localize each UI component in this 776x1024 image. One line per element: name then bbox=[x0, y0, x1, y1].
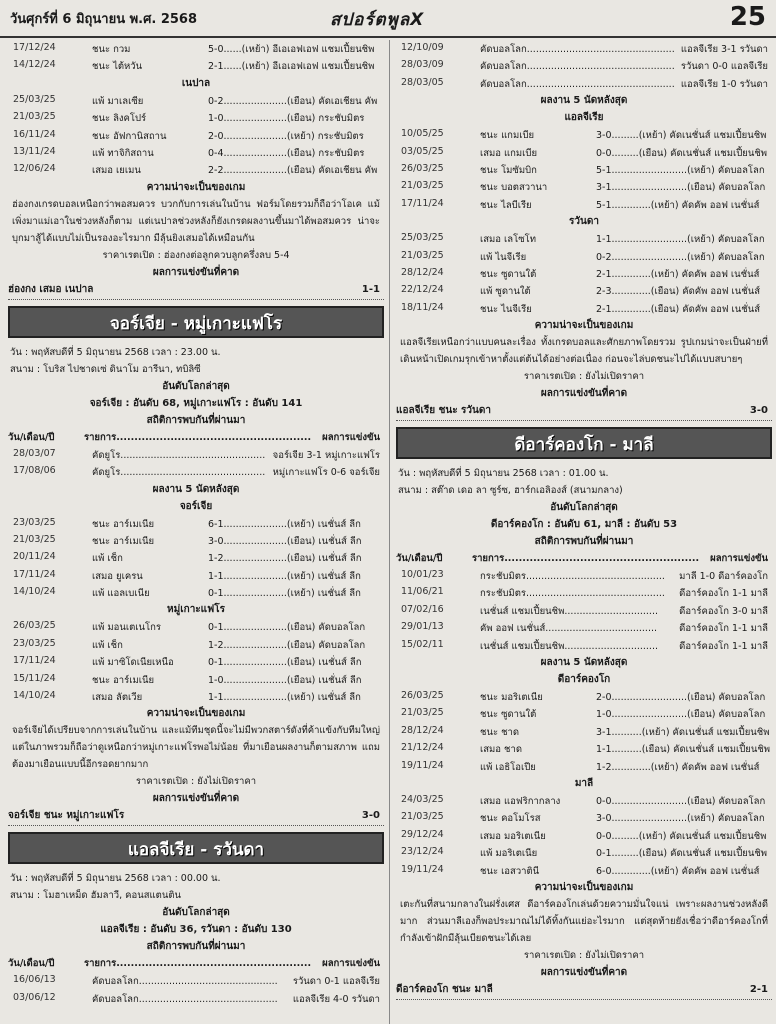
ranking-text: ดีอาร์คองโก : อันดับ 61, มาลี : อันดับ 53 bbox=[490, 519, 678, 531]
result-row bbox=[396, 688, 772, 705]
score-detail: 1-2.....................(เยือน) เนชั่นส์ ลีก bbox=[208, 553, 362, 565]
score-detail: 0-4.....................(เยือน) กระชับมิตร bbox=[208, 147, 365, 159]
score-detail: 6-1.....................(เหย้า) เนชั่นส์ ลีก bbox=[208, 518, 361, 530]
score-detail: 2-1......(เหย้า) อีเอเอฟเอฟ แชมเปี้ยนชิพ bbox=[208, 61, 375, 73]
result-opponent: เสมอ แอฟริกากลาง bbox=[480, 795, 561, 807]
match-date: 21/03/25 bbox=[401, 180, 444, 192]
result-opponent: เสมอ ยูเครน bbox=[92, 570, 143, 582]
result-opponent: ชนะ ซูดานใต้ bbox=[480, 268, 537, 280]
h2h-header: วัน/เดือน/ปี รายการ...................................................... ผลการแข่งขัน bbox=[396, 553, 768, 565]
score-detail: 1-2.....................(เยือน) คัดบอลโลก bbox=[208, 639, 366, 651]
match-date: 17/08/06 bbox=[13, 465, 56, 477]
score-detail: 2-1.............(เยือน) คัดคัพ ออฟ เนชั่นส์ bbox=[596, 303, 761, 315]
result-row bbox=[8, 515, 384, 532]
competition: คัดบอลโลก................................................. bbox=[480, 61, 675, 73]
match-date: 28/03/07 bbox=[13, 447, 56, 459]
competition: คัดยูโร................................................ bbox=[92, 467, 266, 479]
prediction-line: แอลจีเรีย ชนะ รวันดา 3-0 bbox=[396, 402, 772, 421]
score-detail: 2-0.....................(เหย้า) กระชับมิตร bbox=[208, 130, 364, 142]
h2h-title: สถิติการพบกันที่ผ่านมา bbox=[534, 536, 634, 548]
result-opponent: ชนะ ไต้หวัน bbox=[92, 61, 143, 73]
result-row bbox=[8, 92, 384, 109]
score-detail: 1-0.........................(เยือน) คัดบอลโลก bbox=[596, 709, 766, 721]
result-row bbox=[8, 532, 384, 549]
result-row bbox=[396, 248, 772, 265]
match-date: 21/12/24 bbox=[401, 742, 444, 754]
result-row bbox=[8, 161, 384, 178]
predicted-score: 3-0 bbox=[749, 405, 768, 417]
h2h-row bbox=[396, 40, 772, 57]
h2h-title: สถิติการพบกันที่ผ่านมา bbox=[146, 941, 246, 953]
match-date: 12/06/24 bbox=[13, 163, 56, 175]
prob-title: ความน่าจะเป็นของเกม bbox=[146, 708, 246, 720]
result-opponent: แพ้ ไนจีเรีย bbox=[480, 251, 527, 263]
score-detail: 3-0.........................(เหย้า) คัดบอลโลก bbox=[596, 813, 765, 825]
ranking-text: แอลจีเรีย : อันดับ 36, รวันดา : อันดับ 130 bbox=[100, 924, 292, 936]
result-opponent: แพ้ มาซิโดเนียเหนือ bbox=[92, 657, 174, 669]
match-date: 28/03/09 bbox=[401, 59, 444, 71]
match-banner-algeria-rwanda: แอลจีเรีย - รวันดา bbox=[8, 832, 384, 864]
odds-rate: ราคาเรตเปิด : ยังไม่เปิดราคา bbox=[523, 371, 645, 383]
team-title-rwanda: รวันดา bbox=[569, 216, 599, 228]
result-opponent: ชนะ กวม bbox=[92, 44, 131, 55]
match-date: 13/11/24 bbox=[13, 145, 56, 157]
h2h-row bbox=[396, 584, 772, 601]
h2h-row bbox=[396, 637, 772, 654]
h2h-row bbox=[396, 602, 772, 619]
predicted-score: 1-1 bbox=[361, 283, 380, 295]
match-date: 16/06/13 bbox=[13, 974, 56, 986]
match-date: 17/11/24 bbox=[13, 568, 56, 580]
left-column bbox=[8, 40, 384, 1024]
prob-title: ความน่าจะเป็นของเกม bbox=[146, 181, 246, 193]
match-result: หมู่เกาะแฟโร 0-6 จอร์เจีย bbox=[272, 467, 380, 479]
result-opponent: ชนะ อาร์เมเนีย bbox=[92, 535, 155, 547]
match-date: 15/11/24 bbox=[13, 672, 56, 684]
score-detail: 1-1.....................(เหย้า) เนชั่นส์ ลีก bbox=[208, 692, 361, 704]
score-detail: 5-0......(เหย้า) อีเอเอฟเอฟ แชมเปี้ยนชิพ bbox=[208, 44, 375, 55]
prediction-line: ฮ่องกง เสมอ เนปาล 1-1 bbox=[8, 281, 384, 300]
score-detail: 2-3.............(เยือน) คัดคัพ ออฟ เนชั่นส์ bbox=[596, 286, 761, 298]
match-date: 12/10/09 bbox=[401, 42, 444, 53]
score-detail: 5-1.............(เหย้า) คัดคัพ ออฟ เนชั่นส์ bbox=[596, 199, 760, 211]
match-date: 23/12/24 bbox=[401, 846, 444, 858]
match-date: 14/12/24 bbox=[13, 59, 56, 71]
result-opponent: แพ้ ทาจิกิสถาน bbox=[92, 147, 154, 159]
match-result: ดีอาร์คองโก 1-1 มาลี bbox=[679, 623, 768, 635]
match-date: 20/11/24 bbox=[13, 551, 56, 563]
competition: กระชับมิตร.............................................. bbox=[480, 571, 665, 583]
match-result: แอลจีเรีย 4-0 รวันดา bbox=[292, 993, 380, 1005]
score-detail: 0-0.........................(เยือน) คัดบอลโลก bbox=[596, 795, 766, 807]
result-row bbox=[396, 300, 772, 317]
match-date: 25/03/25 bbox=[401, 232, 444, 244]
prob-text: จอร์เจียได้เปรียบจากการเล่นในบ้าน และแม้ทีมชุดนี้จะไม่มีพวกสตาร์ดังที่ค้าแข้งกับทีมใหญ่ แต่ในภาพรวมก็ถือว่าดูเหนือกว่าหมู่เกาะแฟโรพอไม่น้อย ที่มาเยือนผลงานก็ตามสภาพ แถมต้องมาเยือนแบบนี้อีกรอดยากมาก bbox=[12, 725, 380, 771]
match-date: 26/03/25 bbox=[401, 690, 444, 702]
score-detail: 0-1.....................(เหย้า) เนชั่นส์ ลีก bbox=[208, 588, 361, 600]
match-date: 16/11/24 bbox=[13, 128, 56, 140]
match-date: 10/01/23 bbox=[401, 569, 444, 581]
result-row bbox=[396, 809, 772, 826]
result-row bbox=[8, 688, 384, 705]
result-opponent: แพ้ แอลเบเนีย bbox=[92, 588, 150, 600]
match-result: รวันดา 0-0 แอลจีเรีย bbox=[680, 61, 768, 73]
h2h-row bbox=[8, 990, 384, 1007]
result-opponent: ชนะ อาร์เมเนีย bbox=[92, 518, 155, 530]
match-result: มาลี 1-0 ดีอาร์คองโก bbox=[679, 571, 768, 583]
prediction-title: ผลการแข่งขันที่คาด bbox=[152, 266, 240, 278]
result-opponent: แพ้ เช็ก bbox=[92, 639, 123, 651]
match-date: 19/11/24 bbox=[401, 759, 444, 771]
score-detail: 2-0.........................(เยือน) คัดบอลโลก bbox=[596, 692, 766, 704]
h2h-row bbox=[396, 619, 772, 636]
score-detail: 3-0.....................(เยือน) เนชั่นส์ ลีก bbox=[208, 535, 362, 547]
team-title-georgia: จอร์เจีย bbox=[179, 500, 213, 512]
competition: คัพ ออฟ เนชั่นส์..................................... bbox=[480, 623, 658, 635]
match-date: 24/03/25 bbox=[401, 793, 444, 805]
result-opponent: ชนะ ไลบีเรีย bbox=[480, 199, 532, 211]
match-date: 28/12/24 bbox=[401, 724, 444, 736]
match-date: 15/02/11 bbox=[401, 638, 444, 650]
result-row bbox=[396, 758, 772, 775]
page-header bbox=[0, 0, 776, 38]
match-date: 22/12/24 bbox=[401, 284, 444, 296]
result-opponent: ชนะ อาร์เมเนีย bbox=[92, 674, 155, 686]
ranking-title: อันดับโลกล่าสุด bbox=[162, 907, 230, 919]
prediction-line: ดีอาร์คองโก ชนะ มาลี 2-1 bbox=[396, 981, 772, 1000]
result-opponent: เสมอ มอริเตเนีย bbox=[480, 830, 546, 842]
competition: คัดบอลโลก.............................................. bbox=[92, 993, 278, 1005]
match-date: 21/03/25 bbox=[13, 111, 56, 123]
result-opponent: ชนะ โมซัมบิก bbox=[480, 164, 537, 176]
competition: คัดบอลโลก................................................. bbox=[480, 78, 675, 90]
prob-title: ความน่าจะเป็นของเกม bbox=[534, 881, 634, 893]
result-opponent: แพ้ มอริเตเนีย bbox=[480, 848, 538, 860]
team-title-drcongo: ดีอาร์คองโก bbox=[557, 674, 611, 686]
h2h-row bbox=[8, 463, 384, 480]
result-row bbox=[8, 127, 384, 144]
team-title-nepal: เนปาล bbox=[181, 77, 211, 89]
result-opponent: ชนะ ไนจีเรีย bbox=[480, 303, 532, 315]
match-date: 11/06/21 bbox=[401, 586, 444, 598]
match-date: 21/03/25 bbox=[401, 707, 444, 719]
result-row bbox=[396, 126, 772, 143]
score-detail: 0-2.........................(เหย้า) คัดบอลโลก bbox=[596, 251, 765, 263]
prob-title: ความน่าจะเป็นของเกม bbox=[534, 320, 634, 332]
match-date: 10/05/25 bbox=[401, 128, 444, 140]
competition: คัดบอลโลก.............................................. bbox=[92, 976, 278, 988]
team-title-mali: มาลี bbox=[574, 777, 594, 789]
result-opponent: แพ้ เอธิโอเปีย bbox=[480, 761, 536, 773]
score-detail: 1-1.....................(เหย้า) เนชั่นส์ ลีก bbox=[208, 570, 361, 582]
prediction-title: ผลการแข่งขันที่คาด bbox=[152, 793, 240, 805]
prob-text: ฮ่องกงเกรดบอลเหนือกว่าพอสมควร บวกกับการเล่นในบ้าน ฟอร์มโดยรวมก็ถือว่าโอเค แม้เพิ่งมาแม่เอาในช่วงหลังก็ตาม แต่เนปาลช่วงหลังก็ยังเกรดผลงานขึ้นมาได้พอสมควร น่าจะบุกมาสู้ได้แบบไม่เป็นรองอะไรมาก มีลุ้นยิงเสมอได้เหมือนกัน bbox=[12, 198, 380, 244]
result-row bbox=[396, 792, 772, 809]
result-opponent: เสมอ เยเมน bbox=[92, 165, 141, 177]
prediction-title: ผลการแข่งขันที่คาด bbox=[540, 388, 628, 400]
prediction-title: ผลการแข่งขันที่คาด bbox=[540, 966, 628, 978]
result-row bbox=[396, 740, 772, 757]
match-date: 28/03/05 bbox=[401, 76, 444, 88]
score-detail: 1-1..........(เยือน) คัดเนชั่นส์ แชมเปี้ยนชิพ bbox=[596, 744, 771, 756]
prob-text: แอลจีเรียเหนือกว่าแบบคนละเรื่อง ทั้งเกรดบอลและศักยภาพโดยรวม รูปเกมน่าจะเป็นฝ่ายที่เดินหน้าเปิดเกมรุกเข้าหาตั้งแต่ต้นได้อย่างต่อเนื่อง ก่อนจะไล่บดชนะไปได้แบบสบายๆ bbox=[400, 337, 768, 366]
match-date: 14/10/24 bbox=[13, 690, 56, 702]
score-detail: 1-2.............(เหย้า) คัดคัพ ออฟ เนชั่นส์ bbox=[596, 761, 760, 773]
match-date: 29/01/13 bbox=[401, 621, 444, 633]
result-row bbox=[8, 636, 384, 653]
result-row bbox=[396, 265, 772, 282]
match-date: 26/03/25 bbox=[13, 620, 56, 632]
result-row bbox=[8, 109, 384, 126]
match-banner-drcongo-mali: ดีอาร์คองโก - มาลี bbox=[396, 427, 772, 459]
h2h-row bbox=[396, 567, 772, 584]
competition: คัดบอลโลก................................................. bbox=[480, 44, 675, 55]
prediction-line: จอร์เจีย ชนะ หมู่เกาะแฟโร 3-0 bbox=[8, 807, 384, 826]
score-detail: 0-1.........(เยือน) คัดเนชั่นส์ แชมเปี้ยนชิพ bbox=[596, 848, 768, 860]
h2h-row bbox=[396, 75, 772, 92]
result-row bbox=[396, 144, 772, 161]
score-detail: 3-0.........(เหย้า) คัดเนชั่นส์ แชมเปี้ยนชิพ bbox=[596, 130, 767, 142]
result-opponent: เสมอ ชาด bbox=[480, 744, 522, 756]
match-venue: สนาม : โมฮาเหม็ด ฮัมลาวี, คอนสแตนติน bbox=[10, 890, 181, 902]
result-row bbox=[396, 827, 772, 844]
result-row bbox=[396, 230, 772, 247]
result-opponent: เสมอ เลโซโท bbox=[480, 234, 537, 246]
team-title-algeria: แอลจีเรีย bbox=[564, 112, 604, 124]
result-opponent: ชนะ อัฟกานิสถาน bbox=[92, 130, 167, 142]
issue-date: วันศุกร์ที่ 6 มิถุนายน พ.ศ. 2568 bbox=[10, 12, 198, 27]
score-detail: 1-1.........................(เหย้า) คัดบอลโลก bbox=[596, 234, 765, 246]
predicted-score: 3-0 bbox=[361, 810, 380, 822]
result-row bbox=[396, 844, 772, 861]
match-result: แอลจีเรีย 3-1 รวันดา bbox=[680, 44, 768, 55]
competition: กระชับมิตร.............................................. bbox=[480, 588, 665, 600]
predicted-score: 2-1 bbox=[749, 983, 768, 995]
odds-rate: ราคาเรตเปิด : ยังไม่เปิดราคา bbox=[135, 776, 257, 788]
match-result: แอลจีเรีย 1-0 รวันดา bbox=[680, 78, 768, 90]
result-row bbox=[8, 584, 384, 601]
match-result: ดีอาร์คองโก 3-0 มาลี bbox=[679, 605, 768, 617]
match-venue: สนาม : โบริส ไปชาดเซ่ ดินาโม อารีนา, ทบิลิซี bbox=[10, 363, 201, 375]
match-date: 26/03/25 bbox=[401, 162, 444, 174]
result-opponent: แพ้ มอนเตเนโกร bbox=[92, 622, 161, 634]
match-datetime: วัน : พฤหัสบดีที่ 5 มิถุนายน 2568 เวลา : 00.00 น. bbox=[10, 873, 221, 885]
result-row bbox=[8, 671, 384, 688]
result-opponent: ชนะ เอสวาตินี bbox=[480, 865, 540, 877]
form-title: ผลงาน 5 นัดหลังสุด bbox=[540, 657, 628, 669]
competition: คัดยูโร................................................ bbox=[92, 449, 266, 461]
match-date: 21/03/25 bbox=[401, 811, 444, 823]
match-date: 28/12/24 bbox=[401, 266, 444, 278]
h2h-row bbox=[396, 57, 772, 74]
result-row bbox=[396, 196, 772, 213]
match-date: 29/12/24 bbox=[401, 828, 444, 840]
result-opponent: ชนะ แกมเบีย bbox=[480, 130, 535, 142]
match-result: รวันดา 0-1 แอลจีเรีย bbox=[292, 976, 380, 988]
match-date: 07/02/16 bbox=[401, 603, 444, 615]
score-detail: 2-2.....................(เยือน) คัดเอเชียน คัพ bbox=[208, 165, 378, 177]
result-opponent: ชนะ ซูดานใต้ bbox=[480, 709, 537, 721]
match-datetime: วัน : พฤหัสบดีที่ 5 มิถุนายน 2568 เวลา : 01.00 น. bbox=[398, 468, 609, 480]
match-date: 21/03/25 bbox=[13, 533, 56, 545]
ranking-title: อันดับโลกล่าสุด bbox=[550, 502, 618, 514]
score-detail: 6-0.............(เหย้า) คัดคัพ ออฟ เนชั่นส์ bbox=[596, 865, 760, 877]
h2h-header: วัน/เดือน/ปี รายการ...................................................... ผลการแข่งขัน bbox=[8, 431, 380, 443]
score-detail: 1-0.....................(เยือน) กระชับมิตร bbox=[208, 113, 365, 125]
match-date: 17/12/24 bbox=[13, 42, 56, 53]
form-title: ผลงาน 5 นัดหลังสุด bbox=[540, 95, 628, 107]
match-result: จอร์เจีย 3-1 หมู่เกาะแฟโร bbox=[272, 449, 380, 461]
result-row bbox=[396, 705, 772, 722]
result-opponent: ชนะ ลิงคโปร์ bbox=[92, 113, 147, 125]
result-row bbox=[8, 40, 384, 57]
ranking-title: อันดับโลกล่าสุด bbox=[162, 380, 230, 392]
result-row bbox=[396, 161, 772, 178]
score-detail: 0-0.........(เหย้า) คัดเนชั่นส์ แชมเปี้ยนชิพ bbox=[596, 830, 767, 842]
result-opponent: ชนะ มอริเตเนีย bbox=[480, 692, 543, 704]
result-opponent: เสมอ ลัตเวีย bbox=[92, 692, 143, 704]
match-venue: สนาม : สต๊าด เดอ ลา ซูร์ซ, ฮาร์กเอลิองส์ (สนามกลาง) bbox=[398, 485, 623, 497]
h2h-title: สถิติการพบกันที่ผ่านมา bbox=[146, 414, 246, 426]
result-row bbox=[8, 567, 384, 584]
result-row bbox=[8, 618, 384, 635]
result-opponent: ชนะ คอโมโรส bbox=[480, 813, 541, 825]
score-detail: 5-1.........................(เหย้า) คัดบอลโลก bbox=[596, 164, 765, 176]
result-opponent: เสมอ แกมเบีย bbox=[480, 147, 538, 159]
match-banner-georgia-faroe: จอร์เจีย - หมู่เกาะแฟโร bbox=[8, 306, 384, 338]
match-result: ดีอาร์คองโก 1-1 มาลี bbox=[679, 640, 768, 652]
score-detail: 0-1.....................(เยือน) คัดบอลโลก bbox=[208, 622, 366, 634]
h2h-header: วัน/เดือน/ปี รายการ...................................................... ผลการแข่งขัน bbox=[8, 958, 380, 970]
result-row bbox=[8, 144, 384, 161]
match-date: 21/03/25 bbox=[401, 249, 444, 261]
match-date: 14/10/24 bbox=[13, 586, 56, 598]
match-date: 23/03/25 bbox=[13, 637, 56, 649]
result-row bbox=[396, 178, 772, 195]
ranking-text: จอร์เจีย : อันดับ 68, หมู่เกาะแฟโร : อันดับ 141 bbox=[89, 397, 303, 409]
publication-logo: สปอร์ตพูลX bbox=[330, 10, 425, 30]
score-detail: 0-2.....................(เยือน) คัดเอเชียน คัพ bbox=[208, 95, 378, 107]
score-detail: 1-0.....................(เยือน) เนชั่นส์ ลีก bbox=[208, 674, 362, 686]
match-datetime: วัน : พฤหัสบดีที่ 5 มิถุนายน 2568 เวลา : 23.00 น. bbox=[10, 346, 221, 358]
result-opponent: ชนะ ชาด bbox=[480, 726, 520, 738]
result-opponent: แพ้ เช็ก bbox=[92, 553, 123, 565]
result-row bbox=[8, 549, 384, 566]
right-column bbox=[396, 40, 772, 1024]
result-row bbox=[8, 57, 384, 74]
column-divider bbox=[389, 40, 390, 1024]
match-result: ดีอาร์คองโก 1-1 มาลี bbox=[679, 588, 768, 600]
competition: เนชั่นส์ แชมเปี้ยนชิพ............................... bbox=[480, 640, 658, 652]
result-row bbox=[396, 723, 772, 740]
prob-text: เตะกันที่สนามกลางในฝรั่งเศส ดีอาร์คองโกเล่นด้วยความมั่นใจแน่ เพราะผลงานช่วงหลังดีมาก ส่วนมาลีเองก็พอประมาณไม่ได้ทิ้งกันแย่อะไรมาก แต่สุดท้ายยังเชื่อว่าดีอาร์คองโกที่กำลังเข้าฝักมีลุ้นเบียดชนะได้เลย bbox=[400, 898, 768, 944]
score-detail: 3-1..........(เหย้า) คัดเนชั่นส์ แชมเปี้ยนชิพ bbox=[596, 726, 770, 738]
match-date: 25/03/25 bbox=[13, 93, 56, 105]
score-detail: 3-1.........................(เยือน) คัดบอลโลก bbox=[596, 182, 766, 194]
match-date: 17/11/24 bbox=[13, 655, 56, 667]
page-number: 25 bbox=[729, 2, 766, 32]
match-date: 19/11/24 bbox=[401, 863, 444, 875]
result-opponent: แพ้ ซูดานใต้ bbox=[480, 286, 531, 298]
h2h-row bbox=[8, 446, 384, 463]
odds-rate: ราคาเรตเปิด : ยังไม่เปิดราคา bbox=[523, 949, 645, 961]
match-date: 18/11/24 bbox=[401, 301, 444, 313]
result-opponent: ชนะ บอตสวานา bbox=[480, 182, 548, 194]
competition: เนชั่นส์ แชมเปี้ยนชิพ............................... bbox=[480, 605, 658, 617]
score-detail: 0-1.....................(เยือน) เนชั่นส์ ลีก bbox=[208, 657, 362, 669]
match-date: 23/03/25 bbox=[13, 516, 56, 528]
h2h-row bbox=[8, 972, 384, 989]
result-row bbox=[8, 653, 384, 670]
match-date: 17/11/24 bbox=[401, 197, 444, 209]
score-detail: 0-0.........(เยือน) คัดเนชั่นส์ แชมเปี้ยนชิพ bbox=[596, 147, 768, 159]
match-date: 03/06/12 bbox=[13, 991, 56, 1003]
team-title-faroe: หมู่เกาะแฟโร bbox=[167, 604, 225, 616]
result-row bbox=[396, 862, 772, 879]
match-date: 03/05/25 bbox=[401, 145, 444, 157]
score-detail: 2-1.............(เหย้า) คัดคัพ ออฟ เนชั่นส์ bbox=[596, 268, 760, 280]
result-opponent: แพ้ มาเลเซีย bbox=[92, 95, 144, 107]
form-title: ผลงาน 5 นัดหลังสุด bbox=[152, 483, 240, 495]
odds-rate: ราคาเรตเปิด : ฮ่องกงต่อลูกควบลูกครึ่งลบ 5-4 bbox=[102, 249, 290, 261]
result-row bbox=[396, 282, 772, 299]
